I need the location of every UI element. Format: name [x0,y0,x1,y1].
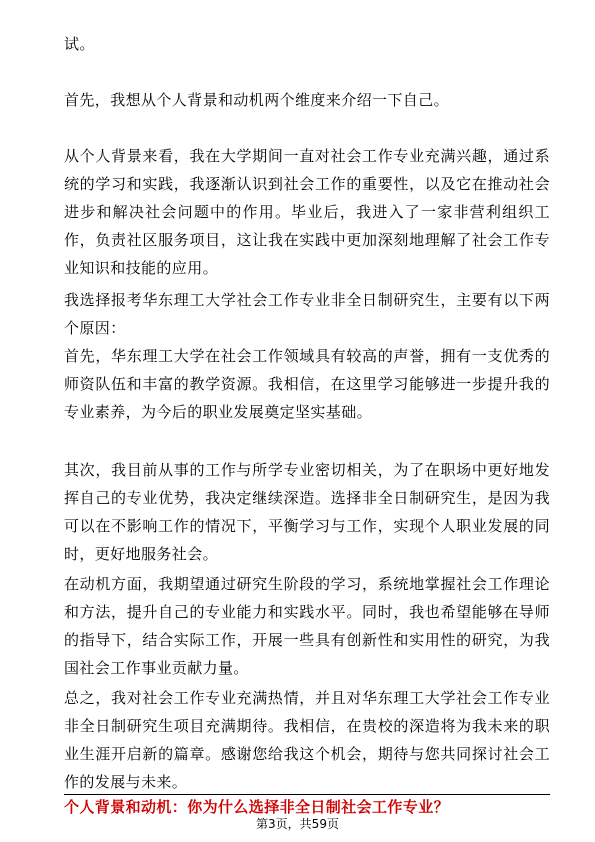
paragraph-continuation: 试。 [64,35,95,53]
paragraph-reasons-lead: 我选择报考华东理工大学社会工作专业非全日制研究生，主要有以下两个原因： [64,291,550,337]
paragraph-background: 从个人背景来看，我在大学期间一直对社会工作专业充满兴趣，通过系统的学习和实践，我逐渐认识到社会工作的重要性，以及它在推动社会进步和解决社会问题中的作用。毕业后，我进入了一家非营利组织工作，负责社区服务项目，这让我在实践中更加深刻地理解了社会工作专业知识和技能的应用。 [64,147,550,277]
footer-question-heading: 个人背景和动机：你为什么选择非全日制社会工作专业？ [64,798,450,816]
paragraph-reason-two: 其次，我目前从事的工作与所学专业密切相关，为了在职场中更好地发挥自己的专业优势，我决定继续深造。选择非全日制研究生，是因为我可以在不影响工作的情况下，平衡学习与工作，实现个人职业发展的同时，更好地服务社会。 [64,461,550,563]
paragraph-conclusion: 总之，我对社会工作专业充满热情，并且对华东理工大学社会工作专业非全日制研究生项目充满期待。我相信，在贵校的深造将为我未来的职业生涯开启新的篇章。感谢您给我这个机会，期待与您共同探讨社会工作的发展与未来。 [64,689,550,791]
paragraph-intro: 首先，我想从个人背景和动机两个维度来介绍一下自己。 [64,91,450,109]
paragraph-reason-one: 首先，华东理工大学在社会工作领域具有较高的声誉，拥有一支优秀的师资队伍和丰富的教学资源。我相信，在这里学习能够进一步提升我的专业素养，为今后的职业发展奠定坚实基础。 [64,347,550,421]
footer-divider [64,794,550,795]
paragraph-motivation: 在动机方面，我期望通过研究生阶段的学习，系统地掌握社会工作理论和方法，提升自己的专业能力和实践水平。同时，我也希望能够在导师的指导下，结合实际工作，开展一些具有创新性和实用性的研究，为我国社会工作事业贡献力量。 [64,575,550,677]
page-number: 第3页，共59页 [256,817,339,831]
